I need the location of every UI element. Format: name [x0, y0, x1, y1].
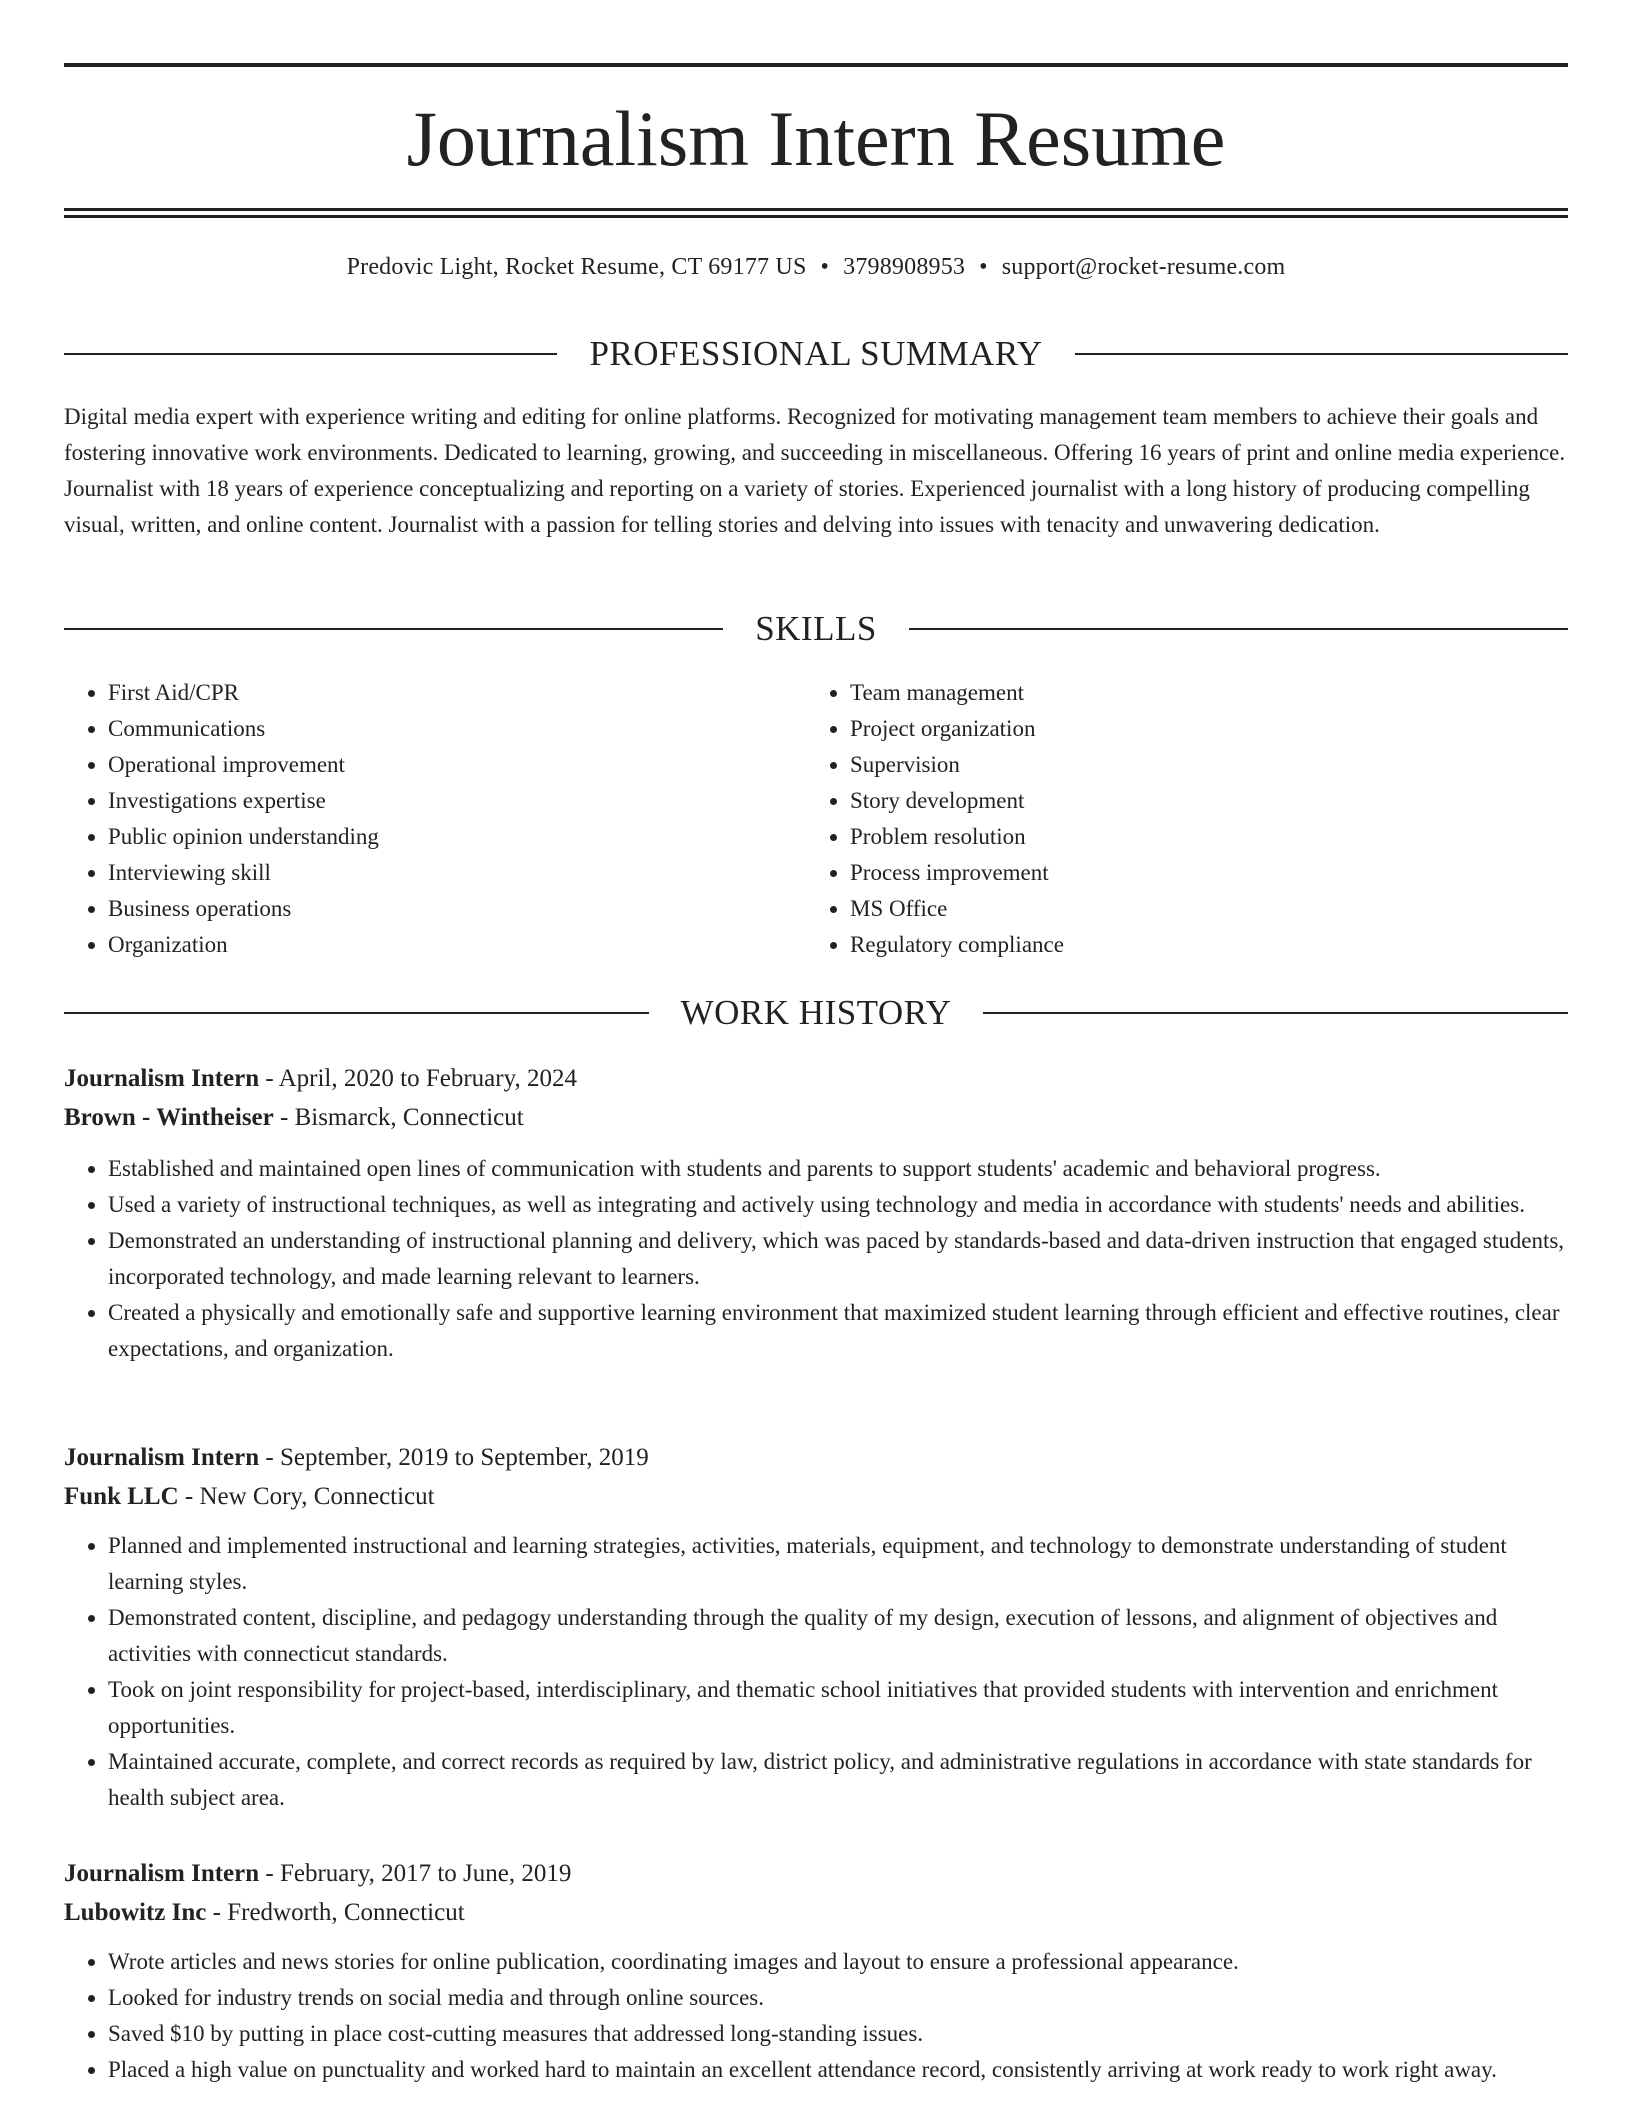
heading-rule — [64, 1012, 649, 1014]
work-section-heading — [64, 993, 1568, 1033]
contact-separator: • — [979, 254, 988, 280]
skill-item: • Public opinion understanding — [108, 819, 806, 855]
title-double-rule — [64, 208, 1568, 218]
skill-item: • Business operations — [108, 891, 806, 927]
job-title-line — [64, 1854, 1568, 1893]
job-role: Journalism Intern — [64, 1860, 260, 1887]
job-bullet: • Created a physically and emotionally safe and supportive learning environment that maximized student learning through efficient and effective routines, clear expectations, and organization. — [108, 1295, 1568, 1367]
skills-column-right — [806, 675, 1548, 963]
job-company: Brown - Wintheiser — [64, 1104, 274, 1131]
job-bullets — [64, 1151, 1568, 1367]
heading-rule — [1075, 353, 1568, 355]
summary-section-heading — [64, 334, 1568, 374]
skill-item: • Interviewing skill — [108, 855, 806, 891]
job-role: Journalism Intern — [64, 1065, 260, 1092]
skill-item: • Operational improvement — [108, 747, 806, 783]
work-heading-label: WORK HISTORY — [680, 993, 952, 1032]
top-rule — [64, 63, 1568, 67]
heading-rule — [983, 1012, 1568, 1014]
skills-list — [64, 675, 1568, 963]
skills-heading-label: SKILLS — [755, 609, 877, 648]
job-bullet: • Used a variety of instructional techniques, as well as integrating and actively using technology and media in accordance with students' needs and abilities. — [108, 1187, 1568, 1223]
page-title: Journalism Intern Resume — [406, 95, 1226, 182]
contact-separator: • — [820, 254, 830, 280]
job-company: Lubowitz Inc — [64, 1899, 207, 1926]
job-entry — [64, 1059, 1568, 1367]
job-bullet: • Took on joint responsibility for project-based, interdisciplinary, and thematic school initiatives that provided students with intervention and enrichment opportunities. — [108, 1672, 1568, 1744]
contact-address: Predovic Light, Rocket Resume, CT 69177 US — [346, 254, 807, 280]
job-dates: - September, 2019 to September, 2019 — [259, 1444, 649, 1471]
contact-phone: 3798908953 — [843, 254, 966, 280]
job-bullet: • Demonstrated content, discipline, and pedagogy understanding through the quality of my design, execution of lessons, and alignment of objectives and activities with connecticut standards. — [108, 1600, 1568, 1672]
skill-item: • Organization — [108, 927, 806, 963]
skill-item: • MS Office — [850, 891, 1548, 927]
skill-item: • Story development — [850, 783, 1548, 819]
job-bullet: • Placed a high value on punctuality and worked hard to maintain an excellent attendance record, consistently arriving at work ready to work right away. — [108, 2052, 1568, 2088]
job-bullet: • Planned and implemented instructional and learning strategies, activities, materials, equipment, and technology to demonstrate understanding of student learning styles. — [108, 1528, 1568, 1600]
job-location: - Fredworth, Connecticut — [206, 1899, 465, 1926]
job-company: Funk LLC — [64, 1483, 179, 1510]
job-entry — [64, 1854, 1568, 2088]
job-entry — [64, 1438, 1568, 1816]
job-location: - New Cory, Connecticut — [178, 1483, 435, 1510]
job-dates: - April, 2020 to February, 2024 — [259, 1065, 577, 1092]
job-title-line — [64, 1059, 1568, 1098]
job-bullet: • Demonstrated an understanding of instructional planning and delivery, which was paced by standards-based and data-driven instruction that engaged students, incorporated technology, and made learning relevant to learners. — [108, 1223, 1568, 1295]
job-bullet: • Wrote articles and news stories for online publication, coordinating images and layout to ensure a professional appearance. — [108, 1944, 1568, 1980]
skill-item: • Supervision — [850, 747, 1548, 783]
skill-item: • Regulatory compliance — [850, 927, 1548, 963]
skills-section-heading — [64, 609, 1568, 649]
skills-column-left — [64, 675, 806, 963]
contact-line — [64, 254, 1568, 281]
skill-item: • First Aid/CPR — [108, 675, 806, 711]
job-role: Journalism Intern — [64, 1444, 260, 1471]
skill-item: • Team management — [850, 675, 1548, 711]
job-location: - Bismarck, Connecticut — [273, 1104, 524, 1131]
summary-text: Digital media expert with experience writing and editing for online platforms. Recognized for motivating management team members to achieve their goals and fostering innovative work environments. Dedicated to learning, growing, and succeeding in miscellaneous. Offering 16 years of print and online media experience. Journalist with 18 years of experience conceptualizing and reporting on a variety of stories. Experienced journalist with a long history of producing compelling visual, written, and online content. Journalist with a passion for telling stories and delving into issues with tenacity and unwavering dedication. — [64, 404, 1566, 537]
summary-heading-label: PROFESSIONAL SUMMARY — [589, 334, 1043, 373]
heading-rule — [64, 628, 723, 630]
job-dates: - February, 2017 to June, 2019 — [259, 1860, 572, 1887]
skill-item: • Problem resolution — [850, 819, 1548, 855]
heading-rule — [909, 628, 1568, 630]
job-bullet: • Looked for industry trends on social media and through online sources. — [108, 1980, 1568, 2016]
job-company-line — [64, 1893, 1568, 1932]
skill-item: • Communications — [108, 711, 806, 747]
skill-item: • Process improvement — [850, 855, 1548, 891]
skill-item: • Investigations expertise — [108, 783, 806, 819]
job-bullet: • Established and maintained open lines of communication with students and parents to support students' academic and behavioral progress. — [108, 1151, 1568, 1187]
job-company-line — [64, 1477, 1568, 1516]
heading-rule — [64, 353, 557, 355]
job-bullets — [64, 1944, 1568, 2088]
job-bullet: • Maintained accurate, complete, and correct records as required by law, district policy, and administrative regulations in accordance with state standards for health subject area. — [108, 1744, 1568, 1816]
job-bullets — [64, 1528, 1568, 1816]
job-title-line — [64, 1438, 1568, 1477]
job-company-line — [64, 1098, 1568, 1137]
contact-email: support@rocket-resume.com — [1001, 254, 1286, 280]
job-bullet: • Saved $10 by putting in place cost-cutting measures that addressed long-standing issues. — [108, 2016, 1568, 2052]
skill-item: • Project organization — [850, 711, 1548, 747]
